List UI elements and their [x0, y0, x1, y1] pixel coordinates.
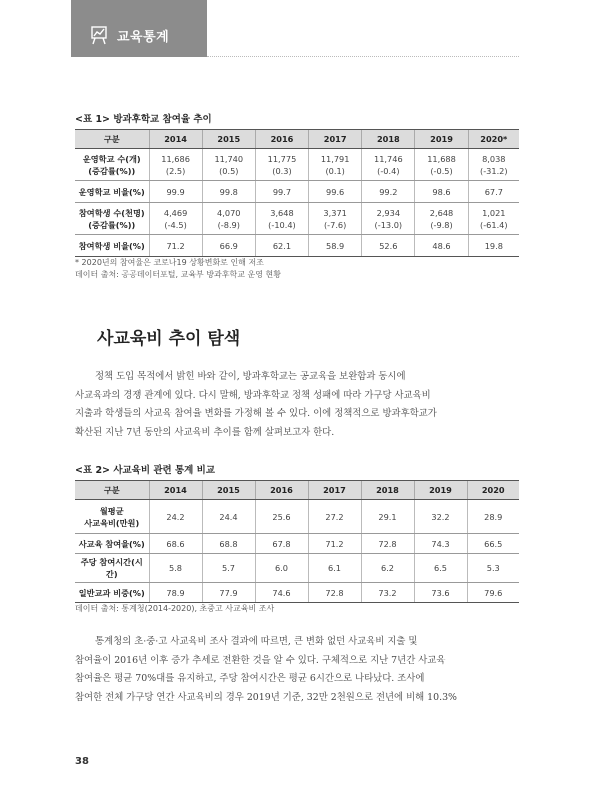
cell-value: 32.2 [431, 511, 450, 522]
table-cell [468, 235, 519, 257]
cell-value: (-8.9) [217, 219, 240, 230]
cell-value: 48.6 [432, 240, 451, 251]
table-cell [202, 149, 255, 181]
table-cell [149, 203, 202, 235]
cell-value: (-31.2) [480, 165, 508, 176]
table-cell [361, 534, 414, 554]
row-label [75, 583, 149, 603]
cell-value: 19.8 [484, 240, 503, 251]
table-cell [149, 149, 202, 181]
cell-value: 68.6 [166, 538, 185, 549]
table-row [75, 534, 519, 554]
table-cell [202, 203, 255, 235]
table-row [75, 149, 519, 181]
cell-value: 28.9 [484, 511, 503, 522]
table2-notes [75, 603, 274, 615]
table-cell [309, 235, 362, 257]
body-paragraph-2 [75, 633, 519, 707]
table-cell [468, 149, 519, 181]
cell-value: 52.6 [379, 240, 398, 251]
row-label-line: (증감률(%)) [88, 219, 136, 230]
table-cell [149, 235, 202, 257]
table-cell [149, 534, 202, 554]
table-cell [308, 534, 361, 554]
cell-value: (-4.5) [164, 219, 187, 230]
cell-value: (0.5) [219, 165, 239, 176]
cell-value: 72.8 [325, 587, 344, 598]
row-label [75, 554, 149, 583]
table-cell [414, 583, 467, 603]
row-label-line: 사교육 참여율(%) [78, 538, 145, 549]
cell-value: 4,469 [163, 207, 188, 218]
cell-value: (-7.6) [323, 219, 347, 230]
row-label [75, 149, 149, 181]
column-header: 2017 [308, 481, 361, 500]
cell-value: (0.1) [325, 165, 345, 176]
cell-value: 71.2 [166, 240, 185, 251]
column-header: 2017 [309, 130, 362, 149]
cell-value: 99.6 [326, 186, 345, 197]
table-cell [255, 554, 308, 583]
table-cell [255, 583, 308, 603]
paragraph-line: 확산된 지난 7년 동안의 사교육비 추이를 함께 살펴보고자 한다. [75, 426, 335, 438]
cell-value: 11,688 [427, 153, 456, 164]
table-cell [414, 554, 467, 583]
table-cell [467, 554, 519, 583]
table-cell [362, 203, 415, 235]
cell-value: (-13.0) [374, 219, 403, 230]
table-cell [361, 500, 414, 534]
paragraph-line: 정책 도입 목적에서 밝힌 바와 같이, 방과후학교는 공교육을 보완함과 동시에 [95, 371, 406, 382]
table-cell [309, 181, 362, 203]
table-cell [468, 203, 519, 235]
table-afterschool-participation [75, 129, 519, 257]
cell-value: 99.2 [379, 186, 398, 197]
cell-value: 66.9 [219, 240, 238, 251]
cell-value: 6.2 [380, 563, 395, 573]
column-header: 2014 [149, 130, 202, 149]
paragraph-line: 지출과 학생들의 사교육 참여율 변화를 가정해 볼 수 있다. 이에 정책적으로 방과후학교가 [75, 408, 437, 419]
table-header-row [75, 481, 519, 500]
cell-value: 11,791 [320, 153, 350, 164]
column-header: 2015 [202, 481, 255, 500]
cell-value: 8,038 [482, 153, 506, 164]
row-label-line: (증감률(%)) [88, 165, 136, 176]
column-header: 2020* [468, 130, 519, 149]
table1-caption: <표 1> 방과후학교 참여율 추이 [75, 114, 212, 125]
cell-value: 5.3 [486, 563, 500, 573]
header-divider [207, 56, 519, 57]
table-cell [415, 149, 468, 181]
table-cell [149, 583, 202, 603]
cell-value: 3,648 [270, 207, 294, 218]
cell-value: 2,648 [429, 207, 454, 218]
table-cell [149, 500, 202, 534]
table-cell [362, 149, 415, 181]
cell-value: 74.6 [272, 587, 291, 598]
cell-value: (0.3) [272, 165, 292, 176]
table-row [75, 500, 519, 534]
cell-value: 98.6 [432, 186, 451, 197]
table-cell [308, 554, 361, 583]
table-cell [467, 583, 519, 603]
cell-value: 79.6 [484, 587, 503, 598]
table-row [75, 203, 519, 235]
cell-value: 2,934 [376, 207, 401, 218]
cell-value: 4,070 [217, 207, 241, 218]
cell-value: 73.2 [378, 587, 397, 598]
table-row [75, 235, 519, 257]
column-header: 구분 [75, 130, 149, 149]
section-heading: 사교육비 추이 탐색 [97, 329, 241, 349]
cell-value: 24.2 [166, 511, 185, 522]
row-label-line: 주당 참여시간(시간) [80, 557, 143, 579]
table-cell [149, 554, 202, 583]
table-cell [202, 534, 255, 554]
table-cell [255, 149, 308, 181]
table-cell [255, 235, 308, 257]
table-cell [361, 583, 414, 603]
note-line: 데이터 출처: 통계청(2014-2020), 초중고 사교육비 조사 [75, 604, 275, 613]
row-label [75, 500, 149, 534]
row-label [75, 203, 149, 235]
table-cell [255, 534, 308, 554]
table-row [75, 181, 519, 203]
column-header: 2019 [415, 130, 468, 149]
cell-value: 99.8 [219, 186, 238, 197]
column-header: 2016 [255, 481, 308, 500]
column-header: 2018 [362, 130, 415, 149]
column-header: 2020 [467, 481, 519, 500]
table1-notes [75, 257, 281, 281]
page-number: 38 [75, 756, 89, 767]
cell-value: 1,021 [482, 207, 506, 218]
cell-value: 3,371 [323, 207, 347, 218]
table-row [75, 554, 519, 583]
chart-board-icon [89, 25, 109, 45]
cell-value: 77.9 [219, 587, 238, 598]
cell-value: (2.5) [165, 165, 186, 176]
table-cell [308, 583, 361, 603]
paragraph-line: 사교육과의 경쟁 관계에 있다. 다시 말해, 방과후학교 정책 성패에 따라 가구당 사교육비 [75, 389, 431, 401]
table-cell [415, 203, 468, 235]
table-cell [467, 500, 519, 534]
cell-value: 66.5 [484, 538, 503, 549]
table-cell [309, 149, 362, 181]
table-row [75, 583, 519, 603]
cell-value: 6.1 [327, 563, 342, 573]
cell-value: 99.9 [166, 186, 185, 197]
table-cell [202, 583, 255, 603]
table-cell [202, 181, 255, 203]
table-cell [202, 235, 255, 257]
cell-value: 27.2 [325, 511, 344, 522]
cell-value: 11,775 [267, 153, 297, 164]
cell-value: 24.4 [219, 511, 238, 522]
table-cell [202, 554, 255, 583]
table-cell [149, 181, 202, 203]
table-cell [415, 235, 468, 257]
row-label-line: 월평균 [99, 505, 124, 516]
cell-value: 58.9 [326, 240, 345, 251]
table-cell [414, 534, 467, 554]
cell-value: 74.3 [431, 538, 450, 549]
table-cell [468, 181, 519, 203]
table-cell [467, 534, 519, 554]
note-line: 데이터 출처: 공공데이터포털, 교육부 방과후학교 운영 현황 [75, 270, 281, 279]
cell-value: (-9.8) [430, 219, 453, 230]
table-cell [309, 203, 362, 235]
cell-value: 99.7 [272, 186, 292, 197]
cell-value: 6.5 [433, 563, 448, 573]
column-header: 2014 [149, 481, 202, 500]
table-cell [255, 500, 308, 534]
cell-value: (-61.4) [480, 219, 508, 230]
table-cell [255, 203, 308, 235]
row-label-line: 일반교과 비중(%) [78, 587, 145, 598]
table-cell [415, 181, 468, 203]
paragraph-line: 참여한 전체 가구당 연간 사교육비의 경우 2019년 기준, 32만 2천원으로 전년에 비해 10.3% [75, 691, 457, 703]
cell-value: (-0.5) [430, 165, 453, 176]
row-label [75, 181, 149, 203]
cell-value: 6.0 [274, 563, 289, 573]
cell-value: 67.8 [272, 538, 291, 549]
cell-value: 29.1 [378, 511, 397, 522]
cell-value: (-0.4) [377, 165, 400, 176]
table-cell [362, 235, 415, 257]
cell-value: 68.8 [219, 538, 238, 549]
row-label-line: 운영학교 비율(%) [78, 186, 145, 197]
cell-value: 25.6 [272, 511, 291, 522]
row-label-line: 사교육비(만원) [84, 517, 140, 528]
cell-value: 11,686 [161, 153, 190, 164]
cell-value: 73.6 [431, 587, 450, 598]
body-paragraph-1 [75, 368, 519, 442]
table-private-education-stats [75, 480, 519, 603]
cell-value: 71.2 [325, 538, 344, 549]
table-header-row [75, 130, 519, 149]
column-header: 2016 [255, 130, 308, 149]
cell-value: 72.8 [378, 538, 397, 549]
cell-value: 62.1 [272, 240, 292, 251]
paragraph-line: 통계청의 초·중·고 사교육비 조사 결과에 따르면, 큰 변화 없던 사교육비 지출 및 [95, 636, 418, 647]
row-label [75, 534, 149, 554]
paragraph-line: 참여율이 2016년 이후 증가 추세로 전환한 것을 알 수 있다. 구체적으로 지난 7년간 사교육 [75, 654, 446, 666]
table-cell [308, 500, 361, 534]
table-cell [414, 500, 467, 534]
cell-value: 11,746 [374, 153, 403, 164]
cell-value: 78.9 [166, 587, 185, 598]
cell-value: (-10.4) [268, 219, 296, 230]
table-cell [361, 554, 414, 583]
row-label-line: 참여학생 비율(%) [78, 240, 145, 251]
column-header: 구분 [75, 481, 149, 500]
section-header-tab [71, 0, 207, 57]
cell-value: 5.8 [168, 563, 183, 573]
row-label-line: 참여학생 수(천명) [78, 207, 145, 218]
cell-value: 67.7 [484, 186, 503, 197]
cell-value: 5.7 [221, 563, 236, 573]
column-header: 2015 [202, 130, 255, 149]
section-title: 교육통계 [117, 30, 170, 45]
row-label-line: 운영학교 수(개) [82, 153, 141, 164]
table-cell [362, 181, 415, 203]
table2-caption: <표 2> 사교육비 관련 통계 비교 [75, 465, 216, 476]
row-label [75, 235, 149, 257]
column-header: 2019 [414, 481, 467, 500]
paragraph-line: 참여율은 평균 70%대를 유지하고, 주당 참여시간은 평균 6시간으로 나타났다. 조사에 [75, 673, 425, 684]
cell-value: 11,740 [214, 153, 244, 164]
column-header: 2018 [361, 481, 414, 500]
table-cell [255, 181, 308, 203]
table-cell [202, 500, 255, 534]
note-line: * 2020년의 참여율은 코로나19 상황변화로 인해 저조 [75, 258, 264, 267]
